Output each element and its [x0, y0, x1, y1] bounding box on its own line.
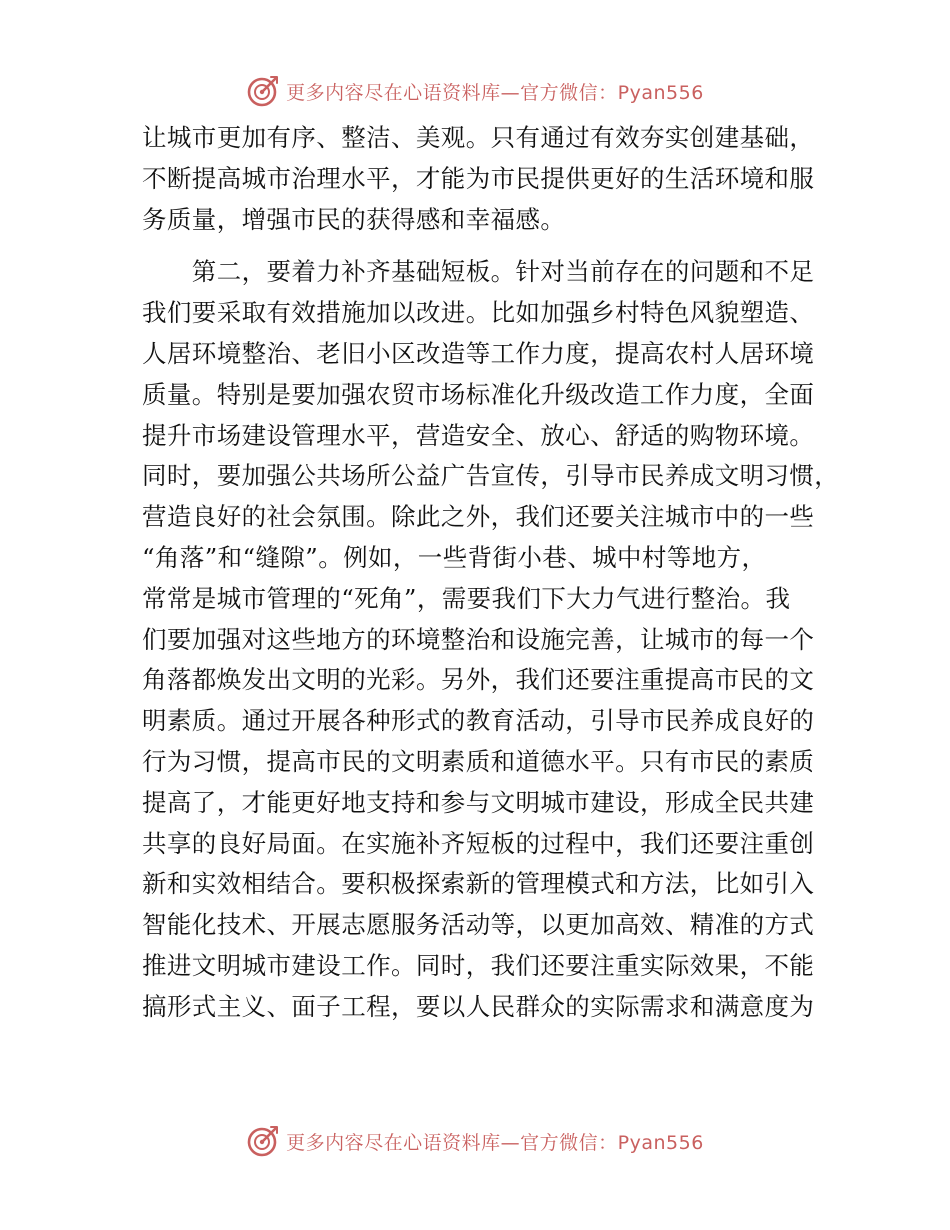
- header-banner: [0, 74, 950, 108]
- text-line: 让城市更加有序、整洁、美观。只有通过有效夯实创建基础，: [142, 123, 815, 152]
- text-line: 常常是城市管理的“死角”，需要我们下大力气进行整治。我: [142, 583, 791, 613]
- text-line: 务质量，增强市民的获得感和幸福感。: [142, 204, 566, 234]
- text-line: 提高了，才能更好地支持和参与文明城市建设，形成全民共建: [142, 787, 815, 817]
- text-line: 共享的良好局面。在实施补齐短板的过程中，我们还要注重创: [142, 828, 815, 858]
- text-line: 们要加强对这些地方的环境整治和设施完善，让城市的每一个: [142, 624, 815, 654]
- text-line: 质量。特别是要加强农贸市场标准化升级改造工作力度，全面: [142, 379, 815, 409]
- text-line: 不断提高城市治理水平，才能为市民提供更好的生活环境和服: [142, 163, 815, 193]
- footer-banner: [0, 1124, 950, 1158]
- text-line: 同时，要加强公共场所公益广告宣传，引导市民养成文明习惯，: [142, 461, 840, 491]
- brand-logo-icon: [246, 74, 280, 108]
- text-line: 我们要采取有效措施加以改进。比如加强乡村特色风貌塑造、: [142, 298, 815, 328]
- text-line: 第二，要着力补齐基础短板。针对当前存在的问题和不足: [142, 257, 815, 287]
- text-line: 营造良好的社会氛围。除此之外，我们还要关注城市中的一些: [142, 502, 815, 532]
- text-line: “角落”和“缝隙”。例如，一些背街小巷、城中村等地方，: [142, 542, 767, 572]
- text-line: 推进文明城市建设工作。同时，我们还要注重实际效果，不能: [142, 950, 815, 980]
- footer-banner-text: 更多内容尽在心语资料库—官方微信：Pyan556: [286, 1131, 704, 1154]
- text-line: 行为习惯，提高市民的文明素质和道德水平。只有市民的素质: [142, 746, 815, 776]
- header-banner-text: 更多内容尽在心语资料库—官方微信：Pyan556: [286, 81, 704, 104]
- paragraph-1: [142, 118, 815, 240]
- brand-logo-icon: [246, 1124, 280, 1158]
- text-line: 明素质。通过开展各种形式的教育活动，引导市民养成良好的: [142, 706, 815, 736]
- document-body: [142, 118, 840, 1028]
- text-line: 智能化技术、开展志愿服务活动等，以更加高效、精准的方式: [142, 910, 815, 940]
- paragraph-2: [142, 252, 840, 1027]
- text-line: 新和实效相结合。要积极探索新的管理模式和方法，比如引入: [142, 869, 815, 899]
- text-line: 搞形式主义、面子工程，要以人民群众的实际需求和满意度为: [142, 991, 815, 1021]
- text-line: 人居环境整治、老旧小区改造等工作力度，提高农村人居环境: [142, 338, 815, 368]
- text-line: 角落都焕发出文明的光彩。另外，我们还要注重提高市民的文: [142, 665, 815, 695]
- text-line: 提升市场建设管理水平，营造安全、放心、舒适的购物环境。: [142, 420, 815, 450]
